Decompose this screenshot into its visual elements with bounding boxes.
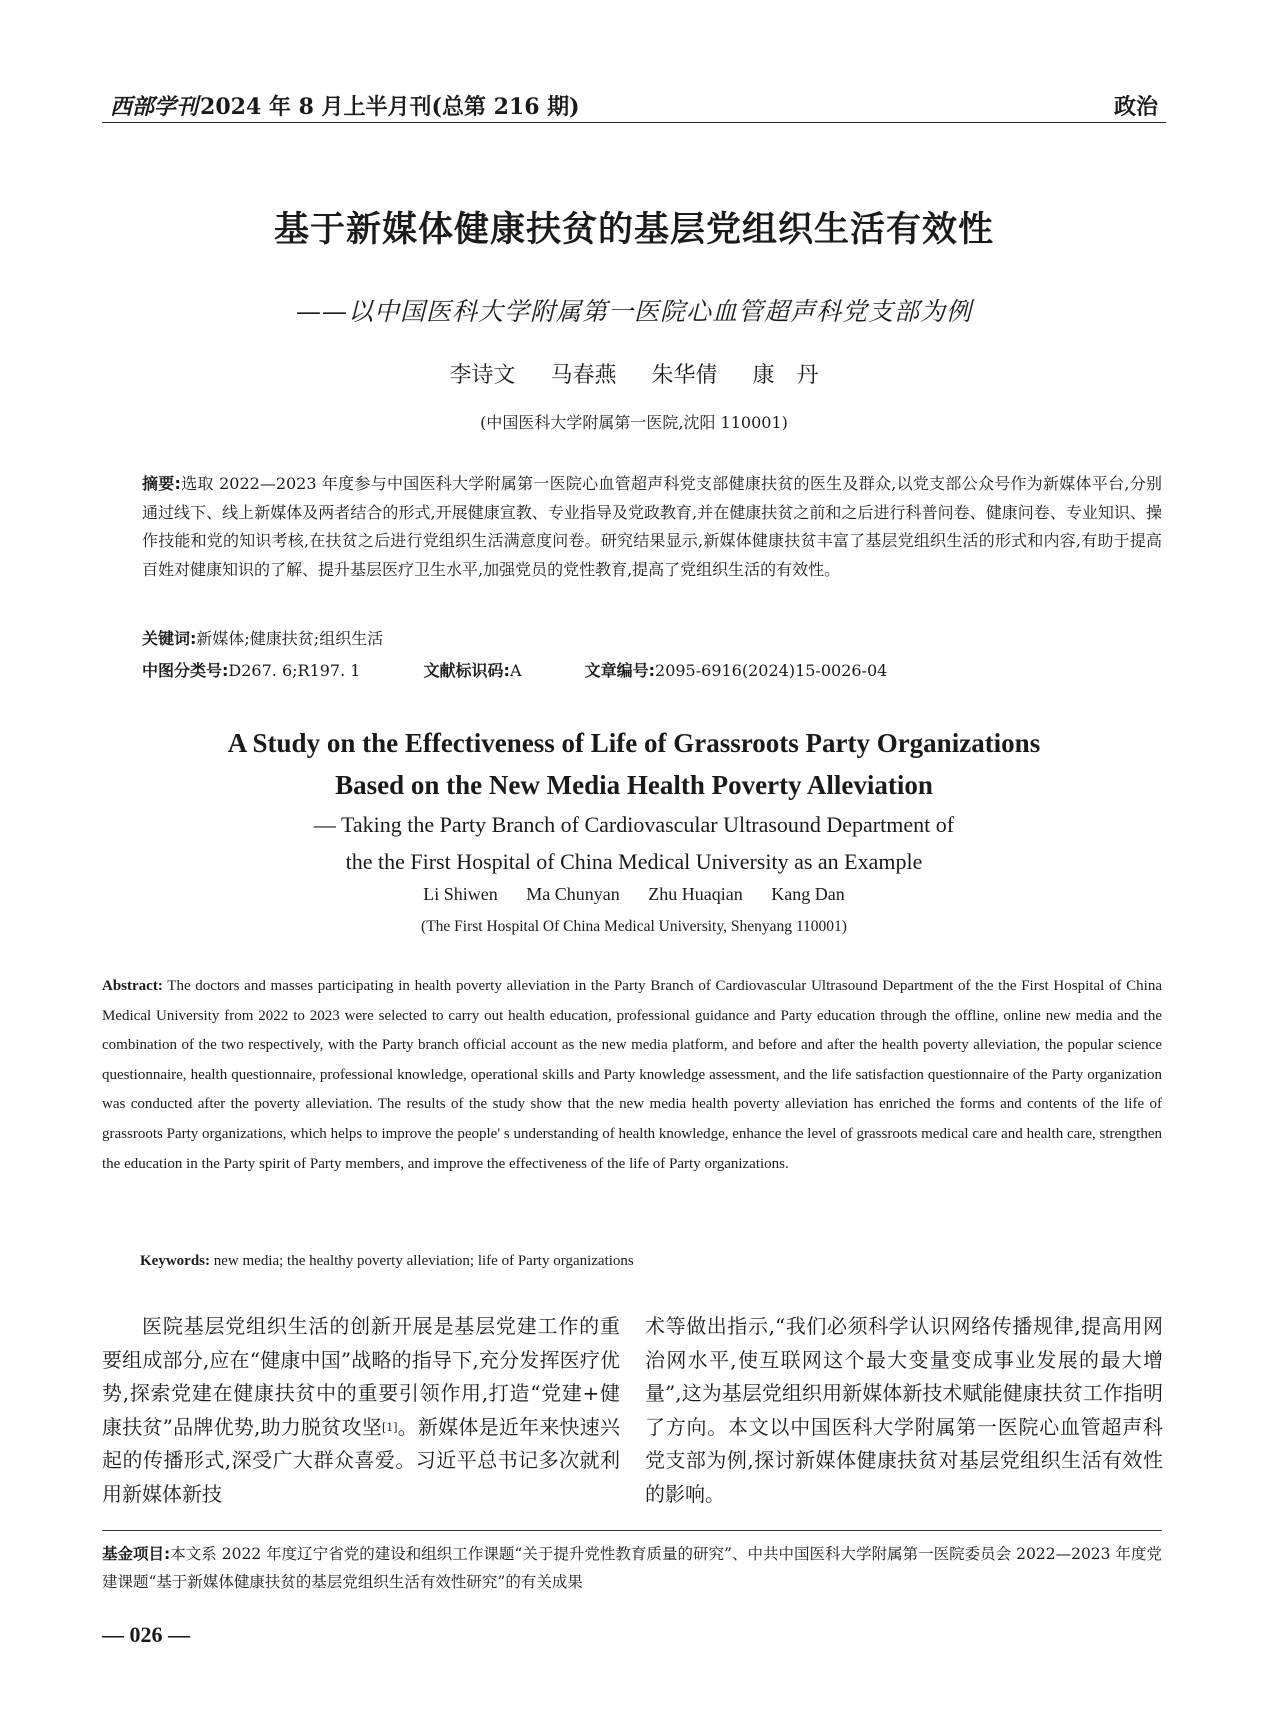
keywords-zh-text: 新媒体;健康扶贫;组织生活 (196, 629, 384, 648)
funding-label: 基金项目: (102, 1545, 171, 1563)
clc-number: 中图分类号:D267. 6;R197. 1 (142, 661, 361, 680)
abstract-en (102, 972, 1162, 1179)
author: 马春燕 (550, 363, 617, 388)
author-list (0, 358, 1268, 389)
abstract-en-label: Abstract: (102, 978, 163, 994)
author: 李诗文 (449, 363, 516, 388)
journal-logo: 西部学刊 (110, 94, 199, 120)
english-affiliation: (The First Hospital Of China Medical University, Shenyang 110001) (421, 918, 847, 935)
abstract-zh (142, 470, 1162, 584)
footnote-divider (102, 1530, 1162, 1531)
document-code: 文献标识码:A (423, 661, 522, 680)
keywords-en-label: Keywords: (140, 1253, 210, 1269)
english-title (0, 722, 1268, 806)
body-paragraph: 医院基层党组织生活的创新开展是基层党建工作的重要组成部分,应在“健康中国”战略的指导下,充分发挥医疗优势,探索党建在健康扶贫中的重要引领作用,打造“党建+健康扶贫”品牌优势,助力脱贫攻坚[1]。新媒体是近年来快速兴起的传播形式,深受广大群众喜爱。习近平总书记多次就利用新媒体新技 (102, 1314, 620, 1506)
citation-ref: [1] (381, 1420, 398, 1434)
body-column-right (645, 1310, 1163, 1511)
english-title-line: A Study on the Effectiveness of Life of Grassroots Party Organizations (227, 728, 1041, 758)
abstract-en-text: The doctors and masses participating in health poverty alleviation in the Party Branch of Cardiovascular Ultrasound Department of the the First Hospital of China Medical University from 2022 to 2023 were selected to carry out health education, professional guidance and Party education through the offline, online new media and the combination of the two respectively, with the Party branch official account as the new media platform, and before and after the health poverty alleviation, the popular science questionnaire, health questionnaire, professional knowledge, operational skills and Party knowledge assessment, and the life satisfaction questionnaire of the Party organization was conducted after the poverty alleviation. The results of the study show that the new media health poverty alleviation has enriched the forms and contents of the life of grassroots Party organizations, which helps to improve the people' s understanding of health knowledge, enhance the level of grassroots medical care and health care, strengthen the education in the Party spirit of Party members, and improve the effectiveness of the life of Party organizations. (102, 978, 1163, 1172)
journal-issue (110, 90, 580, 121)
english-author: Zhu Huaqian (648, 884, 743, 904)
keywords-zh-label: 关键词: (142, 629, 197, 648)
keywords-zh (142, 626, 383, 649)
english-title-line: Based on the New Media Health Poverty Alleviation (335, 770, 933, 800)
english-subtitle-line: — Taking the Party Branch of Cardiovascular Ultrasound Department of (313, 812, 955, 837)
author: 朱华倩 (651, 363, 718, 388)
body-paragraph: 术等做出指示,“我们必须科学认识网络传播规律,提高用网治网水平,使互联网这个最大变量变成事业发展的最大增量”,这为基层党组织用新媒体新技术赋能健康扶贫工作指明了方向。本文以中国医科大学附属第一医院心血管超声科党支部为例,探讨新媒体健康扶贫对基层党组织生活有效性的影响。 (645, 1314, 1163, 1506)
classification-row (142, 658, 945, 681)
funding-footnote (102, 1540, 1162, 1596)
english-author-list (0, 884, 1268, 905)
english-subtitle (0, 806, 1268, 880)
author: 康 丹 (752, 363, 819, 388)
abstract-zh-label: 摘要: (142, 474, 181, 493)
english-author: Li Shiwen (423, 884, 498, 904)
keywords-en-text: new media; the healthy poverty alleviation; life of Party organizations (213, 1253, 634, 1269)
article-number: 文章编号:2095-6916(2024)15-0026-04 (584, 661, 888, 680)
english-subtitle-line: the the First Hospital of China Medical University as an Example (345, 849, 923, 874)
body-column-left (102, 1310, 620, 1511)
keywords-en (140, 1253, 634, 1270)
article-subtitle: ——以中国医科大学附属第一医院心血管超声科党支部为例 (295, 297, 972, 326)
affiliation: (中国医科大学附属第一医院,沈阳 110001) (480, 413, 788, 432)
page-number: — 026 — (102, 1622, 190, 1647)
funding-text: 本文系 2022 年度辽宁省党的建设和组织工作课题“关于提升党性教育质量的研究”、中共中国医科大学附属第一医院委员会 2022—2023 年度党建课题“基于新媒体健康扶贫的基层党组织生活有效性研究”的有关成果 (102, 1545, 1162, 1591)
issue-label: 2024 年 8 月上半月刊(总第 216 期) (200, 94, 580, 120)
english-author: Kang Dan (771, 884, 845, 904)
running-header (102, 88, 1166, 123)
english-author: Ma Chunyan (526, 884, 620, 904)
article-title: 基于新媒体健康扶贫的基层党组织生活有效性 (273, 210, 994, 250)
abstract-zh-text: 选取 2022—2023 年度参与中国医科大学附属第一医院心血管超声科党支部健康扶贫的医生及群众,以党支部公众号作为新媒体平台,分别通过线下、线上新媒体及两者结合的形式,开展健康宣教、专业指导及党政教育,并在健康扶贫之前和之后进行科普问卷、健康问卷、专业知识、操作技能和党的知识考核,在扶贫之后进行党组织生活满意度问卷。研究结果显示,新媒体健康扶贫丰富了基层党组织生活的形式和内容,有助于提高百姓对健康知识的了解、提升基层医疗卫生水平,加强党员的党性教育,提高了党组织生活的有效性。 (142, 474, 1162, 579)
section-label: 政治 (1113, 95, 1158, 120)
